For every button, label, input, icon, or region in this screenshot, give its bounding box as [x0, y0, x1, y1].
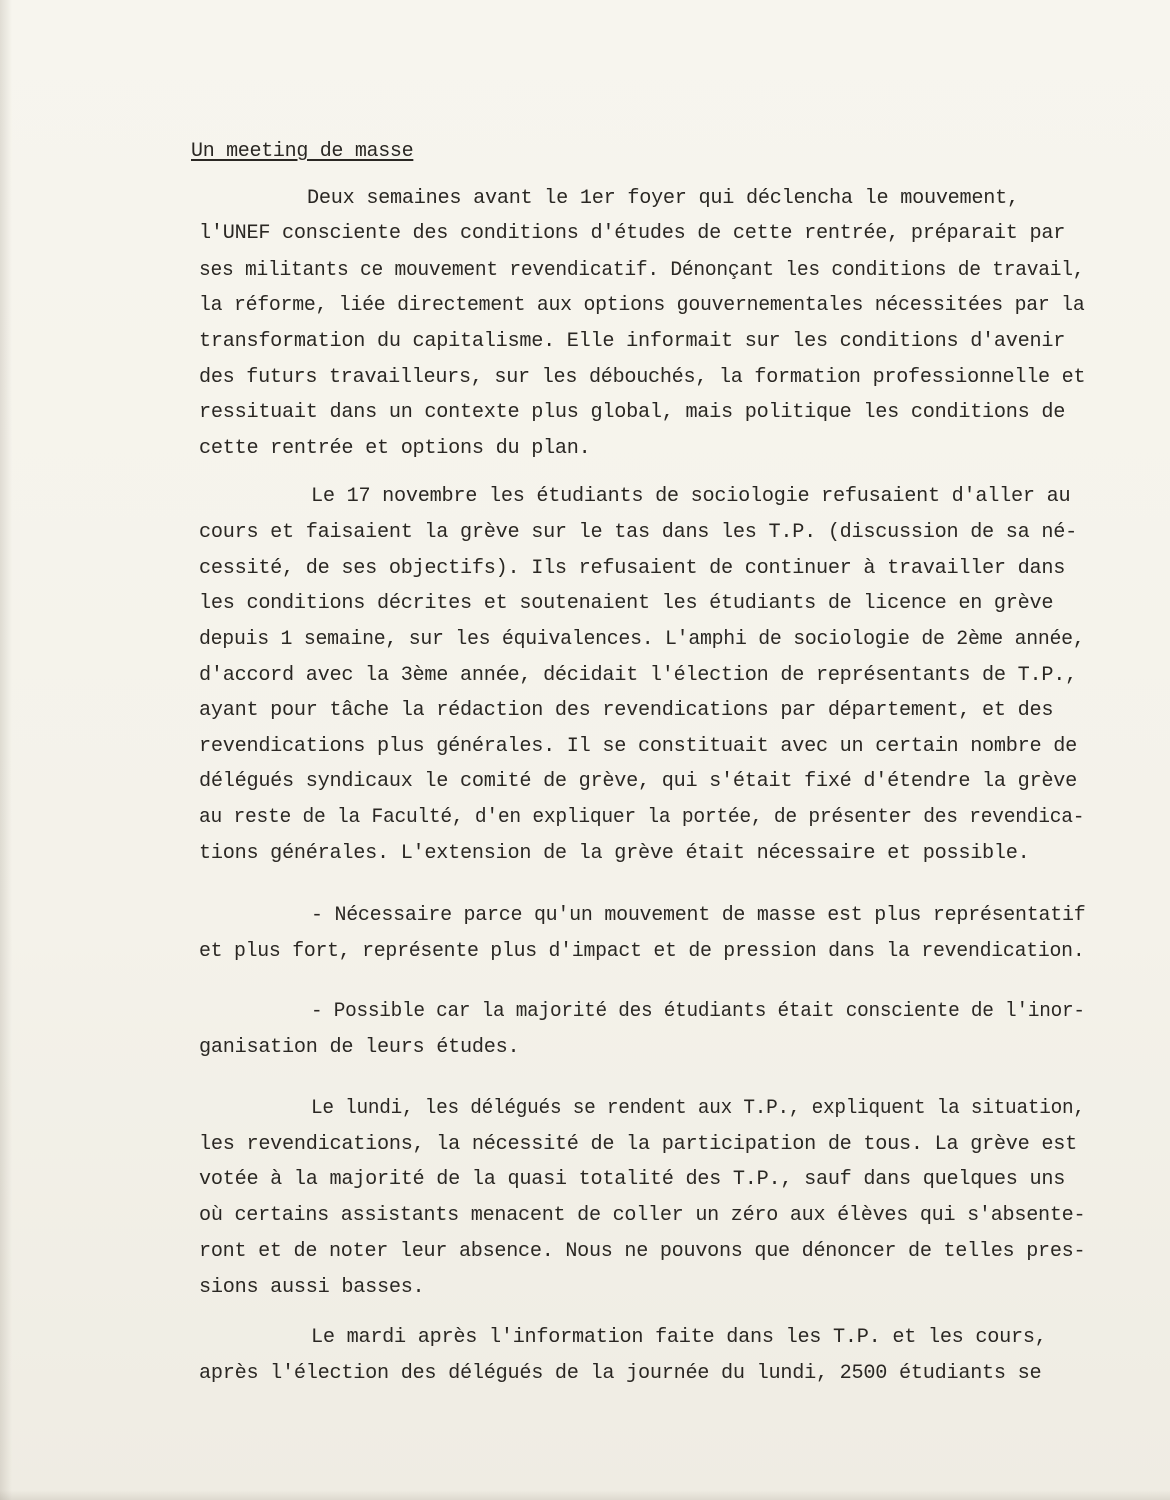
text-line: - Nécessaire parce qu'un mouvement de masse est plus représentatif: [311, 904, 1086, 927]
text-line: Le 17 novembre les étudiants de sociologie refusaient d'aller au: [311, 485, 1071, 508]
text-line: depuis 1 semaine, sur les équivalences. L'amphi de sociologie de 2ème année,: [199, 628, 1085, 651]
text-line: l'UNEF consciente des conditions d'études de cette rentrée, préparait par: [199, 222, 1066, 245]
text-line: revendications plus générales. Il se constituait avec un certain nombre de: [199, 735, 1077, 758]
text-line: sions aussi basses.: [199, 1276, 425, 1299]
text-line: d'accord avec la 3ème année, décidait l'élection de représentants de T.P.,: [199, 664, 1077, 687]
text-line: ressituait dans un contexte plus global, mais politique les conditions de: [199, 401, 1066, 424]
text-line: et plus fort, représente plus d'impact et de pression dans la revendication.: [199, 940, 1085, 963]
page-edge-shadow: [0, 0, 12, 1500]
text-line: au reste de la Faculté, d'en expliquer la portée, de présenter des revendica-: [199, 806, 1085, 829]
text-line: la réforme, liée directement aux options gouvernementales nécessitées par la: [199, 294, 1085, 317]
text-line: les revendications, la nécessité de la participation de tous. La grève est: [199, 1133, 1077, 1156]
text-line: ront et de noter leur absence. Nous ne pouvons que dénoncer de telles pres-: [199, 1240, 1086, 1263]
text-line: Le mardi après l'information faite dans les T.P. et les cours,: [311, 1326, 1047, 1349]
text-line: ses militants ce mouvement revendicatif. Dénonçant les conditions de travail,: [199, 259, 1085, 282]
text-line: ganisation de leurs études.: [199, 1036, 520, 1059]
text-line: tions générales. L'extension de la grève était nécessaire et possible.: [199, 842, 1030, 865]
text-line: cours et faisaient la grève sur le tas dans les T.P. (discussion de sa né-: [199, 521, 1077, 544]
page-bottom-shadow: [0, 1490, 1170, 1500]
text-line: après l'élection des délégués de la journée du lundi, 2500 étudiants se: [199, 1362, 1042, 1385]
text-line: ayant pour tâche la rédaction des revendications par département, et des: [199, 699, 1054, 722]
text-line: Deux semaines avant le 1er foyer qui déclencha le mouvement,: [307, 187, 1019, 210]
text-line: délégués syndicaux le comité de grève, qui s'était fixé d'étendre la grève: [199, 770, 1077, 793]
text-line: cessité, de ses objectifs). Ils refusaient de continuer à travailler dans: [199, 557, 1066, 580]
text-line: Le lundi, les délégués se rendent aux T.P., expliquent la situation,: [311, 1097, 1085, 1120]
text-line: cette rentrée et options du plan.: [199, 437, 591, 460]
text-line: votée à la majorité de la quasi totalité des T.P., sauf dans quelques uns: [199, 1168, 1066, 1191]
section-heading: Un meeting de masse: [191, 140, 414, 163]
text-line: des futurs travailleurs, sur les débouchés, la formation professionnelle et: [199, 366, 1086, 389]
text-line: où certains assistants menacent de coller un zéro aux élèves qui s'absente-: [199, 1204, 1086, 1227]
text-line: les conditions décrites et soutenaient les étudiants de licence en grève: [199, 592, 1054, 615]
text-line: transformation du capitalisme. Elle informait sur les conditions d'avenir: [199, 330, 1066, 353]
text-line: - Possible car la majorité des étudiants était consciente de l'inor-: [311, 1000, 1085, 1023]
